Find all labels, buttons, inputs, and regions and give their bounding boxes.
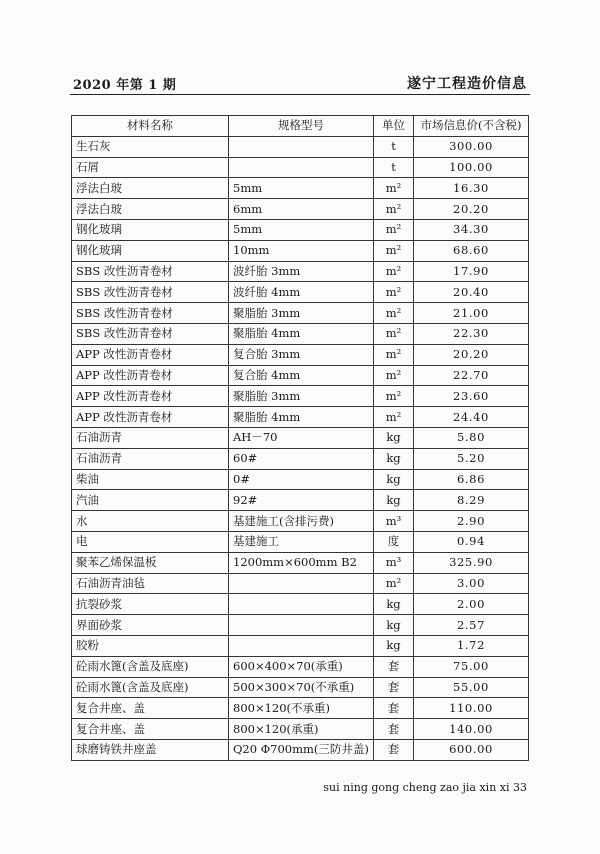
price-cell: 2.00 — [414, 594, 529, 615]
table-row — [72, 719, 529, 740]
unit-cell: kg — [374, 469, 414, 490]
unit-cell: m² — [374, 282, 414, 303]
spec-cell: 聚脂胎 3mm — [229, 386, 374, 407]
material-name-cell: 石屑 — [72, 157, 229, 178]
material-name-cell: 抗裂砂浆 — [72, 594, 229, 615]
material-name-cell: 水 — [72, 511, 229, 532]
unit-cell: kg — [374, 635, 414, 656]
spec-cell: AH－70 — [229, 427, 374, 448]
spec-cell — [229, 573, 374, 594]
price-cell: 1.72 — [414, 635, 529, 656]
spec-cell — [229, 136, 374, 157]
price-cell: 3.00 — [414, 573, 529, 594]
price-cell: 0.94 — [414, 531, 529, 552]
material-name-cell: 胶粉 — [72, 635, 229, 656]
material-name-cell: APP 改性沥青卷材 — [72, 365, 229, 386]
price-cell: 325.90 — [414, 552, 529, 573]
price-cell: 2.57 — [414, 615, 529, 636]
table-row — [72, 531, 529, 552]
material-name-cell: 钢化玻璃 — [72, 240, 229, 261]
price-cell: 110.00 — [414, 698, 529, 719]
spec-cell: 60# — [229, 448, 374, 469]
unit-cell: m² — [374, 199, 414, 220]
table-row — [72, 615, 529, 636]
material-name-cell: 复合井座、盖 — [72, 698, 229, 719]
material-name-cell: APP 改性沥青卷材 — [72, 386, 229, 407]
table-row — [72, 469, 529, 490]
table-row — [72, 656, 529, 677]
column-header-unit: 单位 — [374, 116, 414, 137]
issue-label: 2020 年第 1 期 — [73, 78, 177, 93]
table-row — [72, 365, 529, 386]
unit-cell: 套 — [374, 677, 414, 698]
price-cell: 6.86 — [414, 469, 529, 490]
price-cell: 55.00 — [414, 677, 529, 698]
table-row — [72, 386, 529, 407]
price-cell: 300.00 — [414, 136, 529, 157]
spec-cell: 基建施工(含排污费) — [229, 511, 374, 532]
material-name-cell: 石油沥青 — [72, 427, 229, 448]
table-row — [72, 490, 529, 511]
material-name-cell: APP 改性沥青卷材 — [72, 344, 229, 365]
spec-cell: Q20 Φ700mm(三防井盖) — [229, 739, 374, 760]
price-cell: 5.20 — [414, 448, 529, 469]
unit-cell: m² — [374, 303, 414, 324]
spec-cell: 复合胎 3mm — [229, 344, 374, 365]
table-row — [72, 635, 529, 656]
price-cell: 20.20 — [414, 344, 529, 365]
table-row — [72, 261, 529, 282]
unit-cell: kg — [374, 615, 414, 636]
price-cell: 34.30 — [414, 219, 529, 240]
unit-cell: 套 — [374, 719, 414, 740]
unit-cell: m² — [374, 386, 414, 407]
price-cell: 23.60 — [414, 386, 529, 407]
spec-cell: 1200mm×600mm B2 — [229, 552, 374, 573]
price-cell: 24.40 — [414, 407, 529, 428]
table-row — [72, 303, 529, 324]
unit-cell: 套 — [374, 656, 414, 677]
unit-cell: 套 — [374, 698, 414, 719]
material-name-cell: 球磨铸铁井座盖 — [72, 739, 229, 760]
price-cell: 2.90 — [414, 511, 529, 532]
spec-cell: 10mm — [229, 240, 374, 261]
spec-cell: 800×120(承重) — [229, 719, 374, 740]
unit-cell: 度 — [374, 531, 414, 552]
material-name-cell: SBS 改性沥青卷材 — [72, 282, 229, 303]
table-row — [72, 427, 529, 448]
table-row — [72, 323, 529, 344]
table-row — [72, 219, 529, 240]
spec-cell: 复合胎 4mm — [229, 365, 374, 386]
price-cell: 600.00 — [414, 739, 529, 760]
table-row — [72, 407, 529, 428]
table-row — [72, 698, 529, 719]
price-table — [71, 115, 529, 761]
table-row — [72, 448, 529, 469]
table-row — [72, 240, 529, 261]
material-name-cell: APP 改性沥青卷材 — [72, 407, 229, 428]
material-name-cell: 生石灰 — [72, 136, 229, 157]
price-cell: 20.20 — [414, 199, 529, 220]
table-header-row — [72, 116, 529, 137]
material-name-cell: 界面砂浆 — [72, 615, 229, 636]
material-name-cell: SBS 改性沥青卷材 — [72, 261, 229, 282]
table-row — [72, 739, 529, 760]
table-row — [72, 344, 529, 365]
column-header-material: 材料名称 — [72, 116, 229, 137]
table-row — [72, 199, 529, 220]
price-cell: 21.00 — [414, 303, 529, 324]
unit-cell: m³ — [374, 552, 414, 573]
spec-cell: 6mm — [229, 199, 374, 220]
unit-cell: m² — [374, 323, 414, 344]
unit-cell: t — [374, 157, 414, 178]
table-row — [72, 282, 529, 303]
spec-cell: 基建施工 — [229, 531, 374, 552]
spec-cell: 5mm — [229, 219, 374, 240]
column-header-price: 市场信息价(不含税) — [414, 116, 529, 137]
table-row — [72, 594, 529, 615]
spec-cell: 波纤胎 4mm — [229, 282, 374, 303]
price-cell: 75.00 — [414, 656, 529, 677]
table-row — [72, 511, 529, 532]
unit-cell: m³ — [374, 511, 414, 532]
spec-cell — [229, 615, 374, 636]
unit-cell: kg — [374, 427, 414, 448]
spec-cell: 聚脂胎 4mm — [229, 323, 374, 344]
spec-cell: 600×400×70(承重) — [229, 656, 374, 677]
unit-cell: kg — [374, 448, 414, 469]
publication-title: 遂宁工程造价信息 — [407, 76, 527, 92]
column-header-spec: 规格型号 — [229, 116, 374, 137]
unit-cell: m² — [374, 261, 414, 282]
material-name-cell: 石油沥青油毡 — [72, 573, 229, 594]
price-cell: 100.00 — [414, 157, 529, 178]
spec-cell: 波纤胎 3mm — [229, 261, 374, 282]
price-cell: 5.80 — [414, 427, 529, 448]
table-row — [72, 178, 529, 199]
material-name-cell: 石油沥青 — [72, 448, 229, 469]
material-name-cell: 柴油 — [72, 469, 229, 490]
material-name-cell: 浮法白玻 — [72, 178, 229, 199]
price-cell: 16.30 — [414, 178, 529, 199]
price-cell: 22.70 — [414, 365, 529, 386]
spec-cell: 500×300×70(不承重) — [229, 677, 374, 698]
spec-cell — [229, 157, 374, 178]
price-cell: 8.29 — [414, 490, 529, 511]
spec-cell: 800×120(不承重) — [229, 698, 374, 719]
material-name-cell: 砼雨水篦(含盖及底座) — [72, 677, 229, 698]
table-row — [72, 552, 529, 573]
spec-cell: 5mm — [229, 178, 374, 199]
material-name-cell: 钢化玻璃 — [72, 219, 229, 240]
table-row — [72, 136, 529, 157]
spec-cell — [229, 635, 374, 656]
price-cell: 140.00 — [414, 719, 529, 740]
unit-cell: m² — [374, 219, 414, 240]
unit-cell: m² — [374, 344, 414, 365]
table-row — [72, 157, 529, 178]
material-name-cell: SBS 改性沥青卷材 — [72, 303, 229, 324]
material-name-cell: 浮法白玻 — [72, 199, 229, 220]
header-divider — [70, 94, 530, 95]
unit-cell: m² — [374, 407, 414, 428]
material-name-cell: 聚苯乙烯保温板 — [72, 552, 229, 573]
unit-cell: kg — [374, 490, 414, 511]
page-footer: sui ning gong cheng zao jia xin xi 33 — [323, 781, 527, 794]
spec-cell: 0# — [229, 469, 374, 490]
table-row — [72, 677, 529, 698]
material-name-cell: 汽油 — [72, 490, 229, 511]
unit-cell: m² — [374, 240, 414, 261]
unit-cell: m² — [374, 178, 414, 199]
unit-cell: m² — [374, 365, 414, 386]
table-body — [72, 136, 529, 760]
spec-cell: 92# — [229, 490, 374, 511]
material-name-cell: 复合井座、盖 — [72, 719, 229, 740]
price-cell: 17.90 — [414, 261, 529, 282]
material-name-cell: 电 — [72, 531, 229, 552]
table-row — [72, 573, 529, 594]
spec-cell: 聚脂胎 4mm — [229, 407, 374, 428]
material-name-cell: SBS 改性沥青卷材 — [72, 323, 229, 344]
spec-cell: 聚脂胎 3mm — [229, 303, 374, 324]
unit-cell: 套 — [374, 739, 414, 760]
price-cell: 20.40 — [414, 282, 529, 303]
unit-cell: m² — [374, 573, 414, 594]
material-name-cell: 砼雨水篦(含盖及底座) — [72, 656, 229, 677]
unit-cell: kg — [374, 594, 414, 615]
price-cell: 68.60 — [414, 240, 529, 261]
spec-cell — [229, 594, 374, 615]
unit-cell: t — [374, 136, 414, 157]
price-cell: 22.30 — [414, 323, 529, 344]
